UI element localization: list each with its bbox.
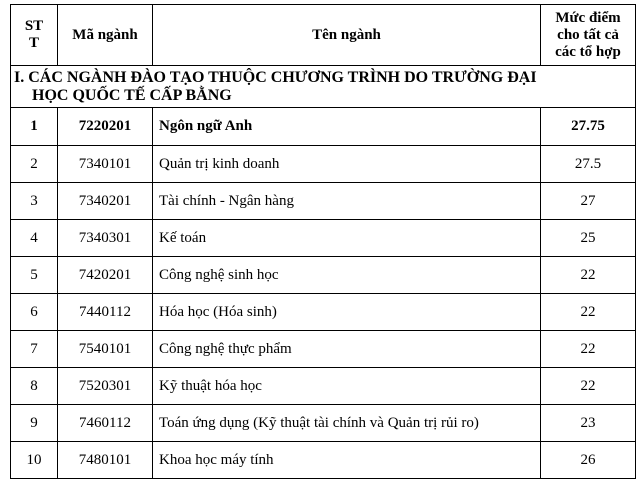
header-stt xyxy=(11,5,58,66)
header-stt-line1: ST xyxy=(24,18,44,34)
cell-name: Công nghệ thực phẩm xyxy=(153,331,541,368)
header-code: Mã ngành xyxy=(58,5,153,66)
cell-code: 7460112 xyxy=(58,405,153,442)
cell-name: Công nghệ sinh học xyxy=(153,257,541,294)
cell-stt: 5 xyxy=(11,257,58,294)
cell-code: 7440112 xyxy=(58,294,153,331)
table-row xyxy=(11,108,636,146)
cell-code: 7540101 xyxy=(58,331,153,368)
cell-code: 7340301 xyxy=(58,220,153,257)
cell-code: 7420201 xyxy=(58,257,153,294)
cell-name: Kế toán xyxy=(153,220,541,257)
cell-stt: 2 xyxy=(11,146,58,183)
cell-name: Khoa học máy tính xyxy=(153,442,541,479)
cell-code: 7520301 xyxy=(58,368,153,405)
table-row xyxy=(11,294,636,331)
cell-stt: 4 xyxy=(11,220,58,257)
cell-stt: 9 xyxy=(11,405,58,442)
admission-scores-table xyxy=(10,4,636,479)
cell-stt: 3 xyxy=(11,183,58,220)
cell-name: Toán ứng dụng (Kỹ thuật tài chính và Quản trị rủi ro) xyxy=(153,405,541,442)
header-row xyxy=(11,5,636,66)
cell-score: 27.75 xyxy=(541,108,636,146)
header-stt-line2: T xyxy=(28,35,39,51)
table-row xyxy=(11,331,636,368)
cell-score: 27.5 xyxy=(541,146,636,183)
cell-stt: 10 xyxy=(11,442,58,479)
cell-score: 22 xyxy=(541,331,636,368)
section-title xyxy=(11,66,636,108)
cell-score: 26 xyxy=(541,442,636,479)
cell-stt: 8 xyxy=(11,368,58,405)
cell-name: Kỹ thuật hóa học xyxy=(153,368,541,405)
cell-stt: 1 xyxy=(11,108,58,146)
cell-stt: 7 xyxy=(11,331,58,368)
cell-code: 7480101 xyxy=(58,442,153,479)
cell-name: Hóa học (Hóa sinh) xyxy=(153,294,541,331)
header-score-line1: Mức điểm xyxy=(555,9,621,26)
cell-code: 7340101 xyxy=(58,146,153,183)
cell-stt: 6 xyxy=(11,294,58,331)
section-title-line1: I. CÁC NGÀNH ĐÀO TẠO THUỘC CHƯƠNG TRÌNH DO TRƯỜNG ĐẠI xyxy=(14,68,537,86)
table-row xyxy=(11,368,636,405)
cell-score: 27 xyxy=(541,183,636,220)
cell-code: 7340201 xyxy=(58,183,153,220)
cell-name: Ngôn ngữ Anh xyxy=(153,108,541,146)
cell-score: 22 xyxy=(541,368,636,405)
table-row xyxy=(11,220,636,257)
cell-score: 22 xyxy=(541,294,636,331)
cell-score: 23 xyxy=(541,405,636,442)
cell-name: Tài chính - Ngân hàng xyxy=(153,183,541,220)
table-row xyxy=(11,146,636,183)
section-title-line2: HỌC QUỐC TẾ CẤP BẰNG xyxy=(32,86,232,104)
table-row xyxy=(11,183,636,220)
header-score xyxy=(541,5,636,66)
cell-score: 25 xyxy=(541,220,636,257)
cell-score: 22 xyxy=(541,257,636,294)
header-name: Tên ngành xyxy=(153,5,541,66)
cell-code: 7220201 xyxy=(58,108,153,146)
section-row xyxy=(11,66,636,108)
header-score-line3: các tổ hợp xyxy=(555,43,621,60)
cell-name: Quản trị kinh doanh xyxy=(153,146,541,183)
table-row xyxy=(11,442,636,479)
table-row xyxy=(11,257,636,294)
table-row xyxy=(11,405,636,442)
header-score-line2: cho tất cả xyxy=(557,26,619,43)
